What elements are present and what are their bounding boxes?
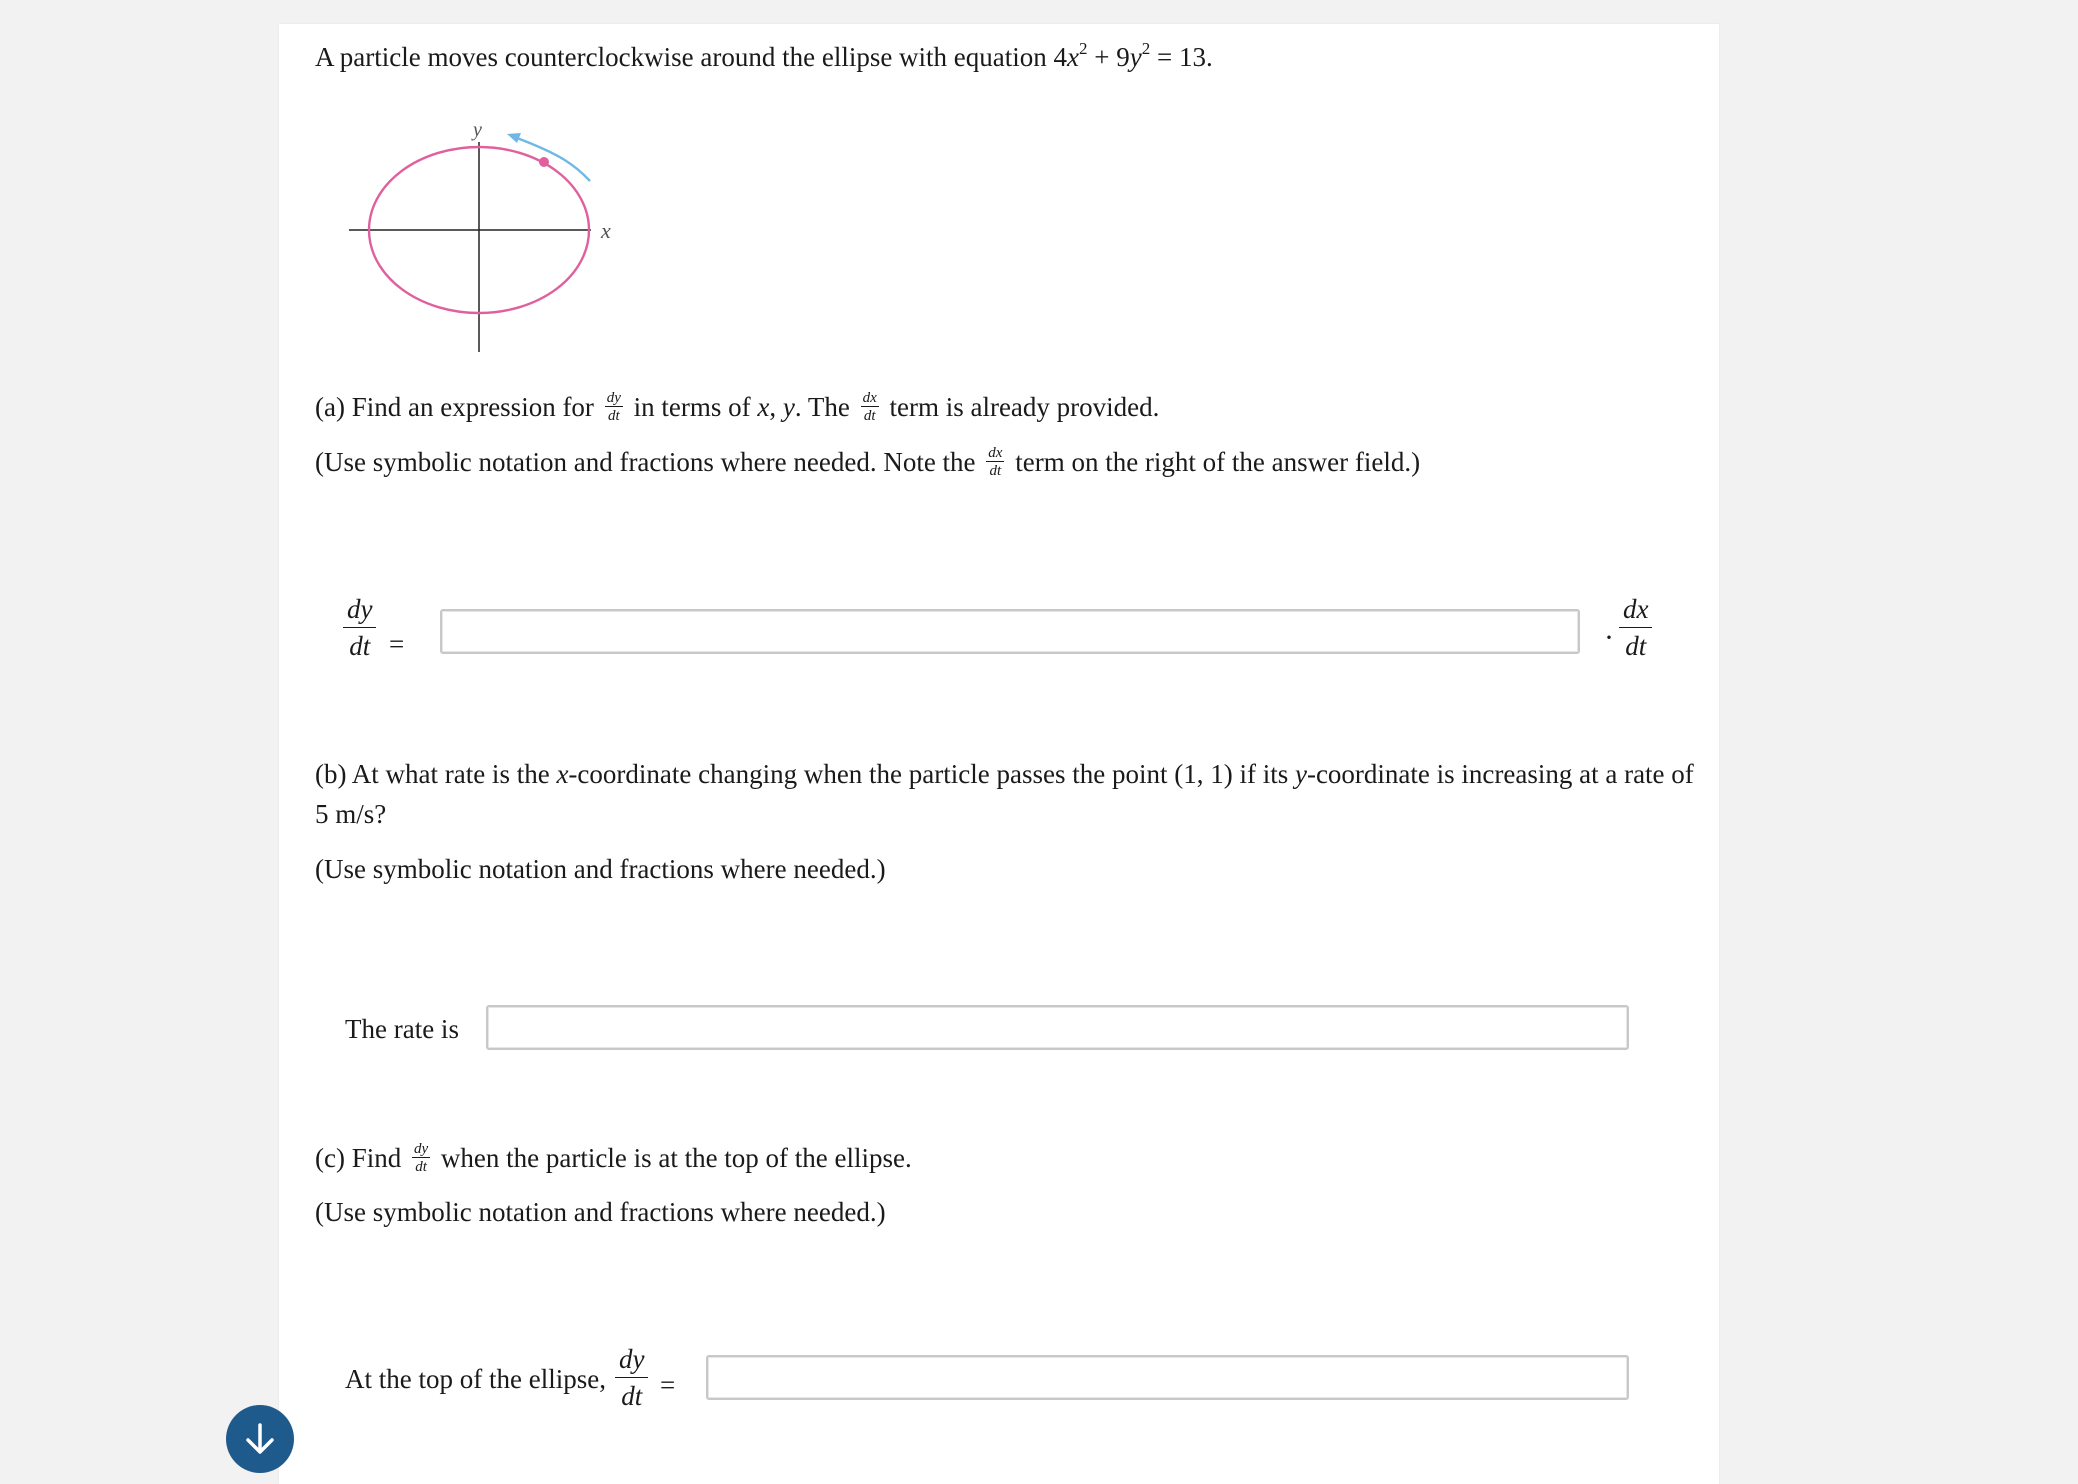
motion-arrowhead	[507, 133, 521, 143]
part-c-instructions: (Use symbolic notation and fractions where needed.)	[315, 1197, 886, 1227]
question-panel	[279, 24, 1719, 1484]
dx-dt-fraction: $\frac{dx}{dt}$	[862, 389, 877, 424]
part-a-lhs-fraction: $\frac{dy}{dt}$	[343, 594, 376, 661]
part-a-multiply-dot: ·	[1604, 621, 1614, 654]
dy-dt-fraction: $\frac{dy}{dt}$	[606, 389, 621, 424]
part-b-instructions: (Use symbolic notation and fractions where needed.)	[315, 854, 886, 884]
part-b-prompt-continued: 5 m/s?	[315, 799, 387, 829]
part-a-answer-input[interactable]	[440, 609, 1580, 654]
dx-dt-fraction: $\frac{dx}{dt}$	[988, 444, 1003, 479]
part-a-instructions: (Use symbolic notation and fractions where needed. Note the $\frac{dx}{dt}$ term on the right of the answer field.)	[315, 444, 1421, 479]
part-a-prompt: (a) Find an expression for $\frac{dy}{dt}$ in terms of x, y. The $\frac{dx}{dt}$ term is already provided.	[315, 389, 1160, 424]
part-b-prompt: (b) At what rate is the x-coordinate changing when the particle passes the point (1, 1) if its y-coordinate is increasing at a rate of	[315, 759, 1694, 789]
part-b-answer-input[interactable]	[486, 1005, 1629, 1050]
particle-dot	[539, 157, 549, 167]
y-axis-label: y	[473, 119, 482, 141]
part-c-label: At the top of the ellipse,	[345, 1364, 606, 1394]
part-c-equals: =	[660, 1370, 676, 1400]
problem-statement: A particle moves counterclockwise around the ellipse with equation $4x^2 + 9y^2 = 13$.	[315, 39, 1213, 72]
scroll-down-button[interactable]	[226, 1405, 294, 1473]
x-axis-label: x	[601, 218, 611, 243]
part-c-prompt: (c) Find $\frac{dy}{dt}$ when the particle is at the top of the ellipse.	[315, 1140, 912, 1175]
motion-arrow	[517, 138, 590, 181]
ellipse-figure	[349, 94, 669, 384]
part-a-rhs-fraction: $\frac{dx}{dt}$	[1619, 594, 1652, 661]
part-c-answer-input[interactable]	[706, 1355, 1629, 1400]
arrow-down-icon	[240, 1419, 280, 1459]
part-c-fraction: $\frac{dy}{dt}$	[615, 1344, 648, 1411]
part-a-equals: =	[389, 629, 405, 659]
dy-dt-fraction: $\frac{dy}{dt}$	[413, 1140, 429, 1175]
part-b-label: The rate is	[345, 1014, 459, 1044]
